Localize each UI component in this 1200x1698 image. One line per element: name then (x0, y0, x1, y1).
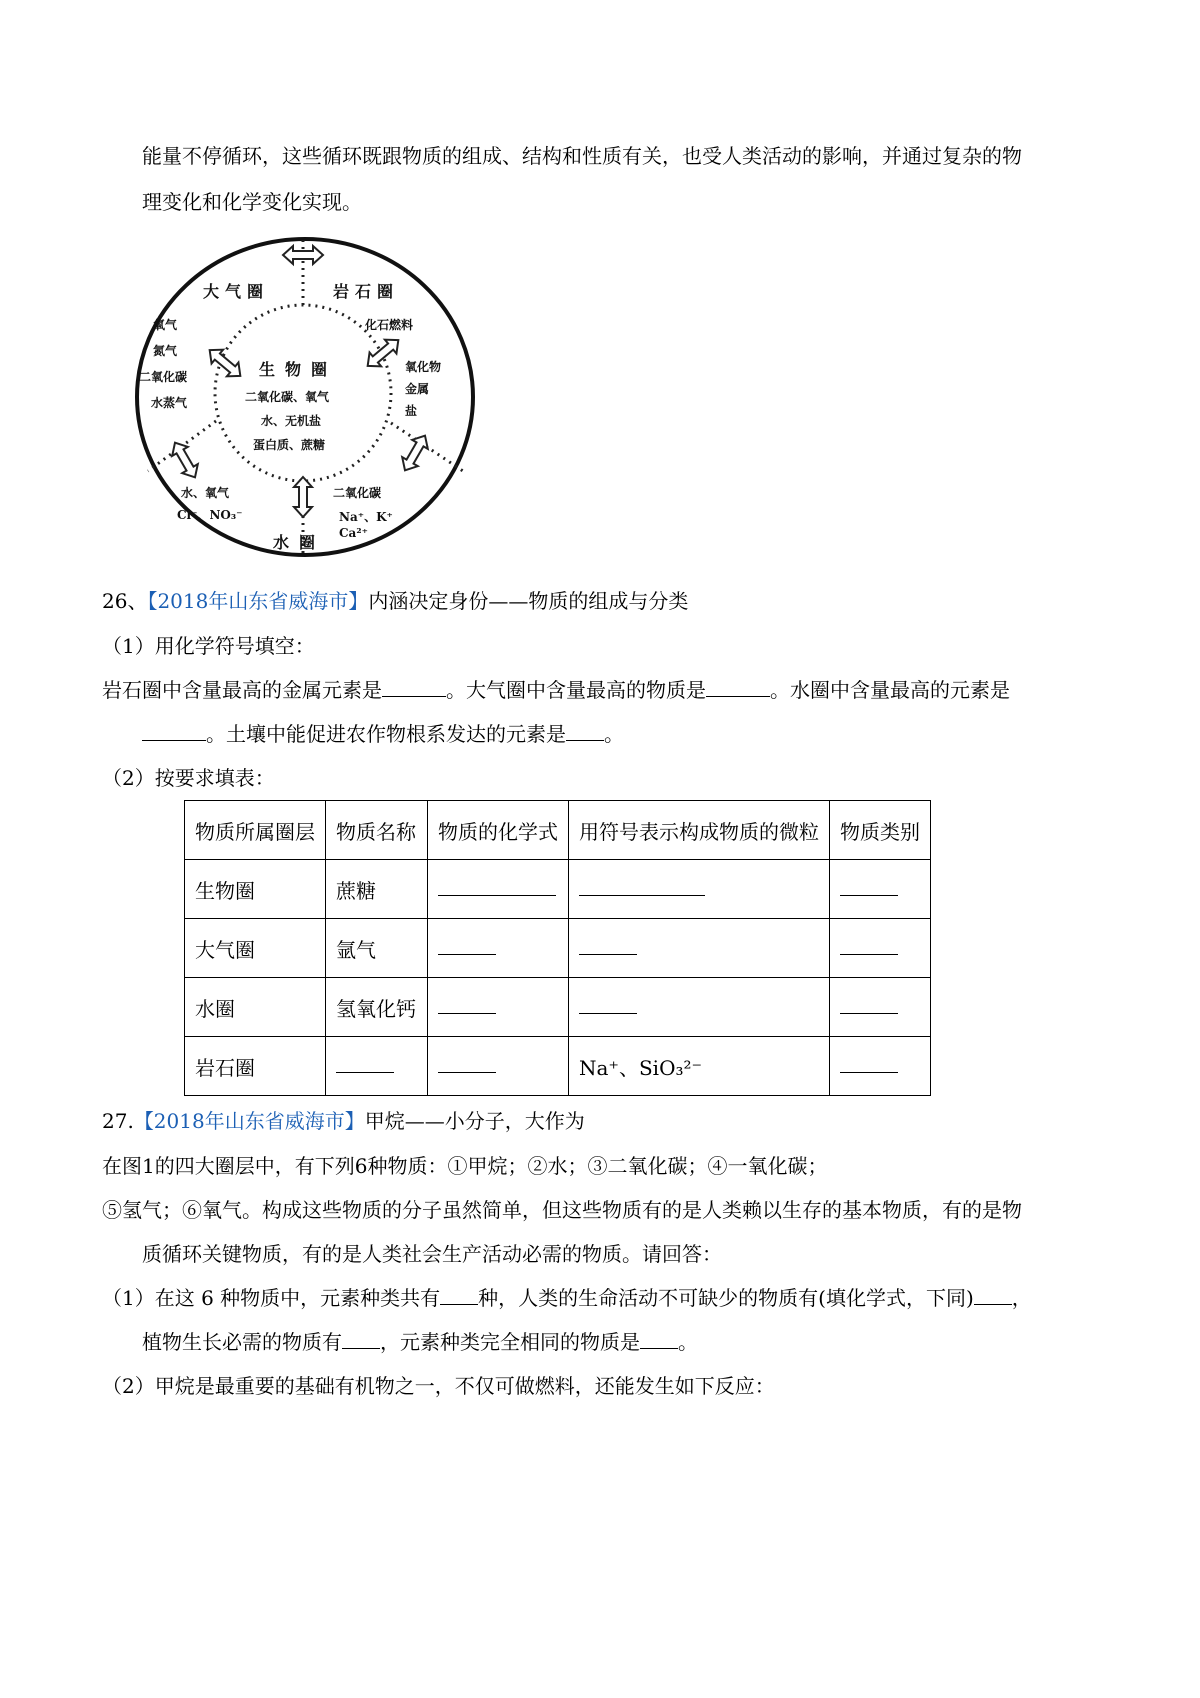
lithosphere-right-item-1: 氧化物 (405, 360, 442, 374)
q27-p1-text-d: 植物生长必需的物质有 (142, 1330, 342, 1354)
table-cell: Na⁺、SiO₃²⁻ (569, 1037, 830, 1096)
q27-p1-text-a: （1）在这 6 种物质中，元素种类共有 (102, 1286, 441, 1310)
biosphere-title: 生物圈 (259, 360, 338, 379)
table-cell (830, 860, 931, 919)
table-cell (428, 1037, 569, 1096)
table-row (185, 860, 931, 919)
q26-part1-line1 (102, 676, 1010, 704)
answer-blank[interactable] (382, 678, 446, 697)
atmosphere-item-1: 氧气 (153, 318, 178, 332)
table-cell (569, 860, 830, 919)
q27-line-3: 质循环关键物质，有的是人类社会生产活动必需的物质。请回答： (142, 1242, 722, 1266)
answer-blank[interactable] (579, 936, 637, 955)
answer-blank[interactable] (974, 1286, 1012, 1305)
table-row (185, 1037, 931, 1096)
hydrosphere-title: 水圈 (273, 533, 326, 552)
intro-line-2: 理变化和化学变化实现。 (142, 190, 362, 214)
q27-p1-text-c: ， (1011, 1286, 1032, 1310)
answer-blank[interactable] (840, 1054, 898, 1073)
table-cell: 生物圈 (185, 860, 326, 919)
hydrosphere-right-item-3: Ca²⁺ (339, 526, 368, 540)
q26-part1-label: （1）用化学符号填空： (102, 634, 315, 658)
table-cell: 岩石圈 (185, 1037, 326, 1096)
atmosphere-title: 大气圈 (203, 282, 270, 301)
q26-heading (102, 587, 688, 615)
biosphere-item-1: 二氧化碳、氧气 (245, 390, 330, 404)
q27-source: 【2018年山东省威海市】 (133, 1109, 365, 1133)
table-header: 物质所属圈层 (185, 801, 326, 860)
biosphere-item-2: 水、无机盐 (261, 414, 322, 428)
q26-source: 【2018年山东省威海市】 (147, 589, 369, 613)
answer-blank[interactable] (840, 995, 898, 1014)
q26-part1-text-e: 。 (604, 722, 624, 746)
answer-blank[interactable] (438, 995, 496, 1014)
table-cell (326, 1037, 428, 1096)
q27-p1-text-f: 。 (678, 1330, 698, 1354)
answer-blank[interactable] (342, 1330, 380, 1349)
table-cell (428, 978, 569, 1037)
q27-heading (102, 1107, 585, 1135)
table-header-row (185, 801, 931, 860)
answer-blank[interactable] (438, 1054, 496, 1073)
q27-part1-line2 (142, 1328, 698, 1356)
q26-part1-text-a: 岩石圈中含量最高的金属元素是 (102, 678, 382, 702)
answer-blank[interactable] (336, 1054, 394, 1073)
lithosphere-item-1: 化石燃料 (365, 318, 414, 332)
hydrosphere-right-item-1: 二氧化碳 (333, 486, 382, 500)
biosphere-item-3: 蛋白质、蔗糖 (253, 438, 326, 452)
q27-title: 甲烷——小分子，大作为 (364, 1109, 585, 1133)
q26-part1-text-b: 。大气圈中含量最高的物质是 (446, 678, 706, 702)
atmosphere-item-2: 氮气 (153, 344, 178, 358)
lithosphere-right-item-3: 盐 (405, 404, 418, 418)
table-cell (569, 978, 830, 1037)
table-cell: 氩气 (326, 919, 428, 978)
answer-blank[interactable] (640, 1330, 678, 1349)
table-cell: 水圈 (185, 978, 326, 1037)
hydrosphere-right-item-2: Na⁺、K⁺ (339, 510, 393, 524)
q27-part1-line1 (102, 1284, 1032, 1312)
q27-p1-text-e: ，元素种类完全相同的物质是 (380, 1330, 640, 1354)
table-cell (830, 1037, 931, 1096)
answer-blank[interactable] (440, 1286, 478, 1305)
q26-number: 26、 (102, 589, 148, 613)
table-row (185, 919, 931, 978)
table-cell (428, 860, 569, 919)
q27-p1-text-b: 种，人类的生命活动不可缺少的物质有(填化学式，下同) (478, 1286, 974, 1310)
table-header: 用符号表示构成物质的微粒 (569, 801, 830, 860)
table-row (185, 978, 931, 1037)
table-cell: 大气圈 (185, 919, 326, 978)
table-cell (569, 919, 830, 978)
answer-blank[interactable] (566, 722, 604, 741)
table-header: 物质名称 (326, 801, 428, 860)
lithosphere-title: 岩石圈 (333, 282, 400, 301)
hydrosphere-left-item-2: Cl⁻、NO₃⁻ (177, 508, 243, 522)
earth-spheres-diagram (133, 235, 478, 560)
answer-blank[interactable] (579, 877, 705, 896)
atmosphere-item-4: 水蒸气 (151, 396, 188, 410)
intro-line-1: 能量不停循环，这些循环既跟物质的组成、结构和性质有关，也受人类活动的影响，并通过复杂的物 (142, 144, 1022, 168)
q27-line-2: ⑤氢气；⑥氧气。构成这些物质的分子虽然简单，但这些物质有的是人类赖以生存的基本物质，有的是物 (102, 1198, 1022, 1222)
table-cell (428, 919, 569, 978)
answer-blank[interactable] (840, 936, 898, 955)
table-header: 物质类别 (830, 801, 931, 860)
atmosphere-item-3: 二氧化碳 (139, 370, 188, 384)
lithosphere-right-item-2: 金属 (405, 382, 430, 396)
answer-blank[interactable] (706, 678, 770, 697)
hydrosphere-left-item-1: 水、氧气 (181, 486, 230, 500)
q26-part1-text-d: 。土壤中能促进农作物根系发达的元素是 (206, 722, 566, 746)
q27-number: 27. (102, 1109, 134, 1133)
answer-blank[interactable] (438, 877, 556, 896)
q26-title: 内涵决定身份——物质的组成与分类 (368, 589, 689, 613)
table-cell (830, 978, 931, 1037)
table-header: 物质的化学式 (428, 801, 569, 860)
table-cell: 蔗糖 (326, 860, 428, 919)
answer-blank[interactable] (840, 877, 898, 896)
table-cell (830, 919, 931, 978)
answer-blank[interactable] (142, 722, 206, 741)
answer-blank[interactable] (438, 936, 496, 955)
q27-part2: （2）甲烷是最重要的基础有机物之一，不仅可做燃料，还能发生如下反应： (102, 1374, 775, 1398)
q26-part2-label: （2）按要求填表： (102, 766, 275, 790)
answer-blank[interactable] (579, 995, 637, 1014)
q26-part1-line2 (142, 720, 624, 748)
fill-in-table (184, 800, 931, 1096)
q26-part1-text-c: 。水圈中含量最高的元素是 (770, 678, 1010, 702)
q27-line-1: 在图1的四大圈层中，有下列6种物质：①甲烷；②水；③二氧化碳；④一氧化碳； (102, 1154, 828, 1178)
table-cell: 氢氧化钙 (326, 978, 428, 1037)
